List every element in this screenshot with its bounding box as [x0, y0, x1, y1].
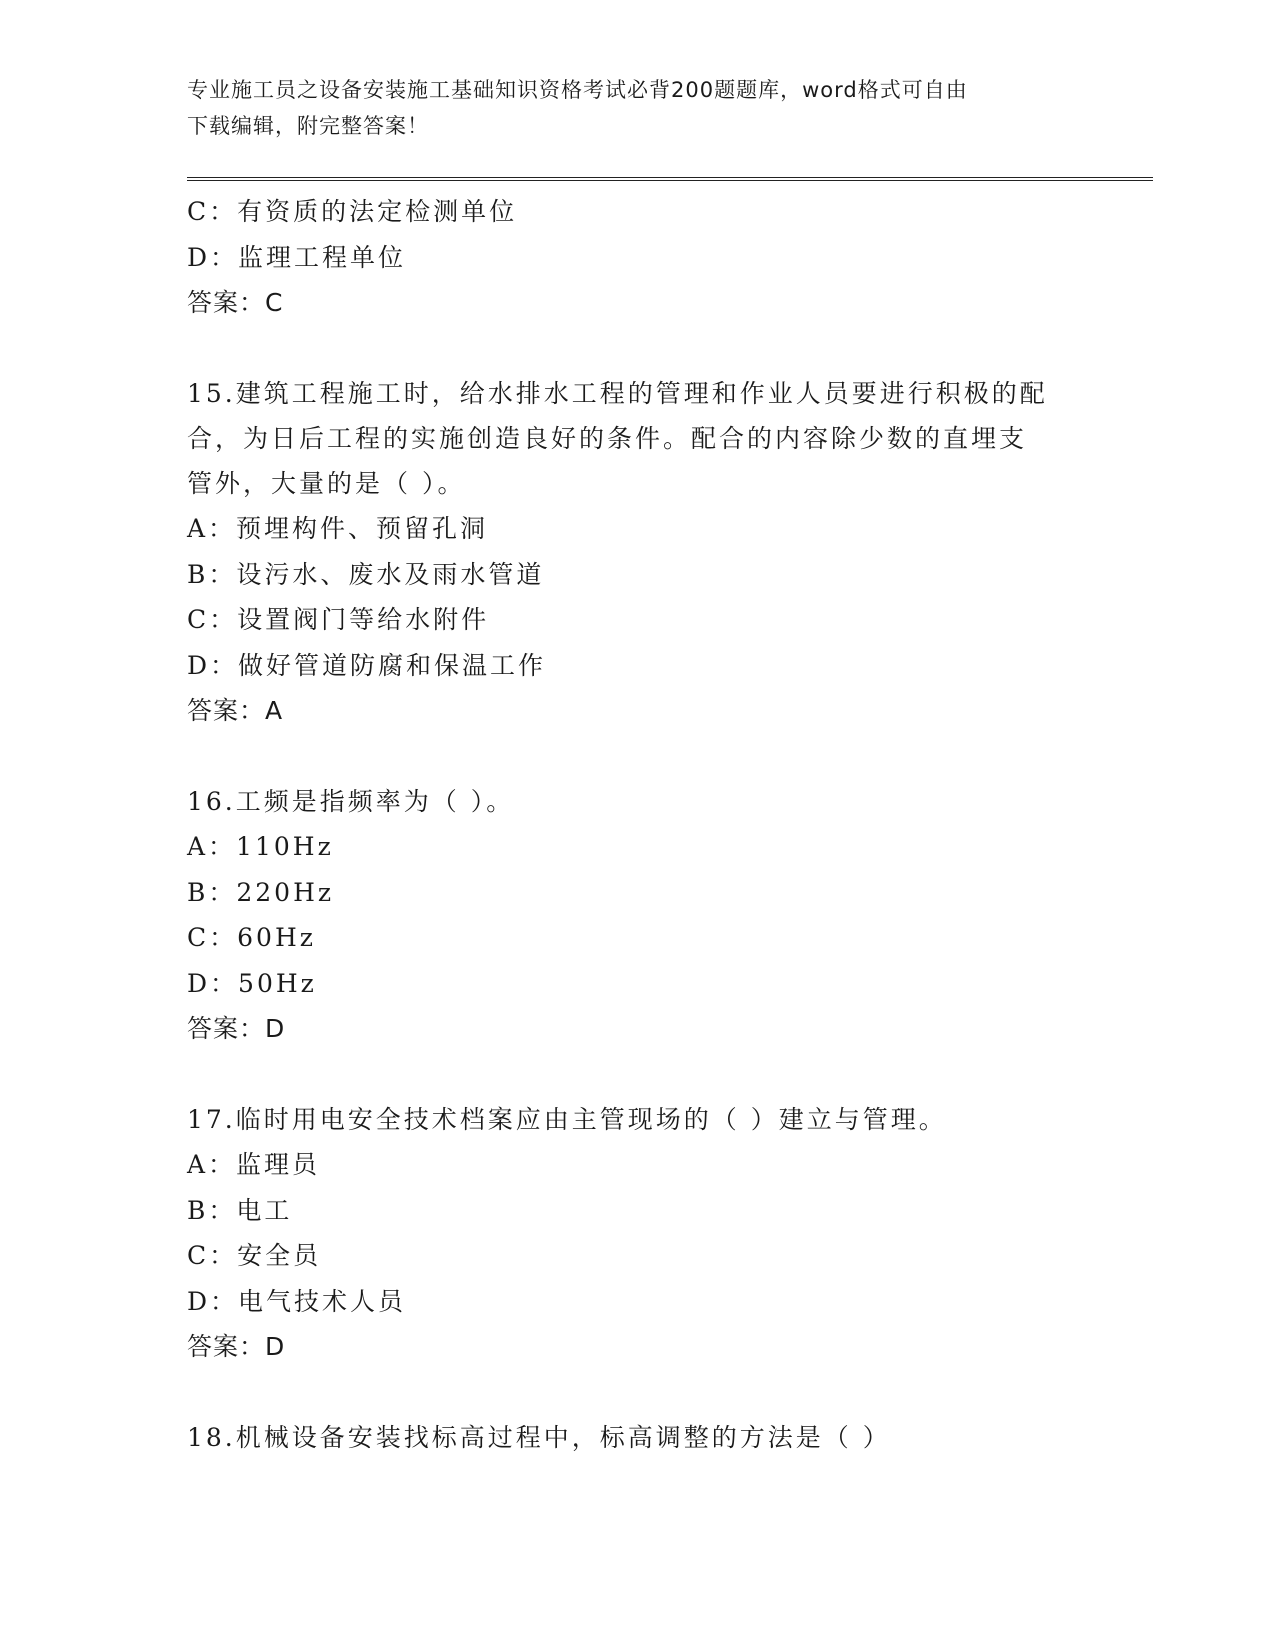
header-title-line-1: 专业施工员之设备安装施工基础知识资格考试必背200题题库，word格式可自由 — [187, 78, 968, 102]
header-divider — [187, 177, 1153, 181]
option-c: C：60Hz — [187, 923, 316, 952]
spacer — [187, 1370, 1087, 1416]
question-stem: 合，为日后工程的实施创造良好的条件。配合的内容除少数的直埋支 — [187, 424, 1028, 453]
question-14-tail — [187, 189, 1087, 326]
question-18 — [187, 1415, 1087, 1460]
question-16 — [187, 779, 1087, 1052]
option-d: D：做好管道防腐和保温工作 — [187, 650, 547, 680]
question-17 — [187, 1097, 1087, 1370]
option-d: D：50Hz — [187, 968, 317, 998]
answer: 答案：A — [187, 696, 284, 725]
question-stem: 管外，大量的是（ ）。 — [187, 469, 466, 498]
option-d: D：电气技术人员 — [187, 1286, 407, 1316]
question-stem: 18.机械设备安装找标高过程中，标高调整的方法是（ ） — [187, 1423, 891, 1452]
option-c: C：设置阀门等给水附件 — [187, 605, 490, 634]
option-c: C：安全员 — [187, 1241, 322, 1270]
question-stem: 15.建筑工程施工时，给水排水工程的管理和作业人员要进行积极的配 — [187, 379, 1048, 408]
answer: 答案：C — [187, 288, 284, 317]
option-b: B：220Hz — [187, 877, 335, 907]
header-title-line-2: 下载编辑，附完整答案！ — [187, 114, 429, 138]
option-a: A：监理员 — [187, 1150, 321, 1179]
option-a: A：110Hz — [187, 832, 334, 861]
option-a: A：预埋构件、预留孔洞 — [187, 514, 489, 543]
answer: 答案：D — [187, 1332, 286, 1361]
option-d: D：监理工程单位 — [187, 242, 407, 272]
answer: 答案：D — [187, 1014, 286, 1043]
spacer — [187, 734, 1087, 780]
question-15 — [187, 371, 1087, 734]
document-header — [187, 72, 1067, 144]
question-stem: 16.工频是指频率为（ ）。 — [187, 787, 515, 816]
option-c: C：有资质的法定检测单位 — [187, 197, 518, 226]
option-b: B：电工 — [187, 1195, 293, 1225]
question-stem: 17.临时用电安全技术档案应由主管现场的（ ）建立与管理。 — [187, 1105, 947, 1134]
option-b: B：设污水、废水及雨水管道 — [187, 559, 545, 589]
spacer — [187, 1052, 1087, 1098]
spacer — [187, 326, 1087, 372]
question-content — [187, 189, 1087, 1460]
